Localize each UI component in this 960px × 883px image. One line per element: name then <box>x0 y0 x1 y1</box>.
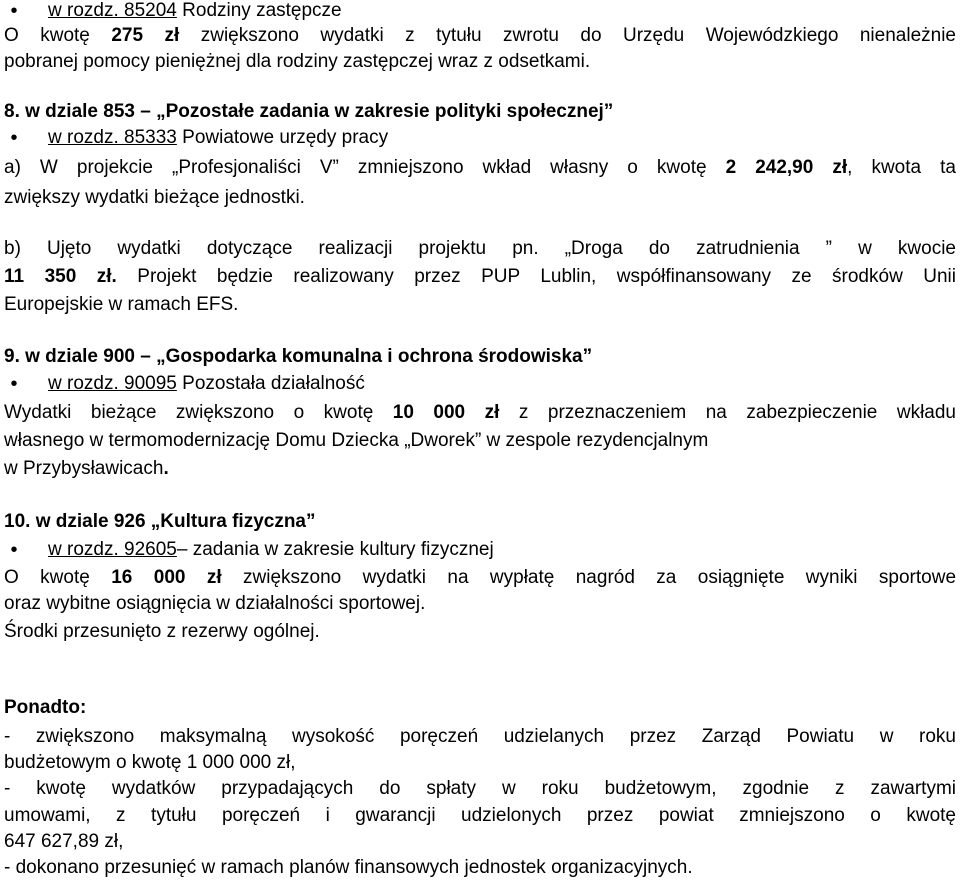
text: w Przybysławicach <box>4 458 164 479</box>
chapter-code: 90095 <box>124 373 177 394</box>
amount: 275 zł <box>111 25 180 46</box>
section-heading-926: 10. w dziale 926 „Kultura fizyczna” <box>4 511 316 532</box>
paragraph-line <box>4 567 956 589</box>
chapter-prefix: w rozdz. <box>48 127 125 148</box>
chapter-title: Rodziny zastępcze <box>176 0 342 21</box>
paragraph-line: - dokonano przesunięć w ramach planów finansowych jednostek organizacyjnych. <box>4 857 693 878</box>
bullet-icon: • <box>10 0 18 22</box>
amount: 2 242,90 zł <box>725 157 848 178</box>
text: . <box>163 458 169 479</box>
text: Wydatki bieżące zwiększono o kwotę <box>4 402 393 423</box>
text: z przeznaczeniem na zabezpieczenie wkładu <box>499 402 956 423</box>
paragraph-line: budżetowym o kwotę 1 000 000 zł, <box>4 752 296 773</box>
chapter-92605-line <box>48 539 494 561</box>
text: O kwotę <box>4 25 112 46</box>
chapter-prefix: w rozdz. <box>48 0 125 21</box>
amount: 10 000 zł <box>392 402 500 423</box>
paragraph-line: pobranej pomocy pieniężnej dla rodziny zastępczej wraz z odsetkami. <box>4 51 591 72</box>
paragraph-line: umowami, z tytułu poręczeń i gwarancji udzielonych przez powiat zmniejszono o kwotę <box>4 805 956 826</box>
paragraph-line: własnego w termomodernizację Domu Dziecka „Dworek” w zespole rezydencjalnym <box>4 430 709 451</box>
bullet-icon: • <box>10 127 18 149</box>
text: zwiększono wydatki na wypłatę nagród za osiągnięte wyniki sportowe <box>221 567 957 588</box>
paragraph-line: zwiększy wydatki bieżące jednostki. <box>4 187 305 208</box>
chapter-title: Pozostała działalność <box>176 373 365 394</box>
chapter-85204-line <box>48 0 342 22</box>
paragraph-line: Europejskie w ramach EFS. <box>4 294 239 315</box>
section-heading-900: 9. w dziale 900 – „Gospodarka komunalna i ochrona środowiska” <box>4 346 593 367</box>
paragraph-line: 647 627,89 zł, <box>4 831 124 852</box>
chapter-title: Powiatowe urzędy pracy <box>176 127 389 148</box>
text: O kwotę <box>4 567 112 588</box>
paragraph-line: oraz wybitne osiągnięcia w działalności sportowej. <box>4 593 426 614</box>
text: Projekt będzie realizowany przez PUP Lublin, współfinansowany ze środków Unii <box>116 266 956 287</box>
chapter-code: 85333 <box>124 127 177 148</box>
paragraph-line <box>4 266 956 288</box>
bullet-icon: • <box>10 373 18 395</box>
text: zwiększono wydatki z tytułu zwrotu do Urzędu Wojewódzkiego nienależnie <box>179 25 956 46</box>
amount: 16 000 zł <box>111 567 222 588</box>
paragraph-line: Środki przesunięto z rezerwy ogólnej. <box>4 621 320 642</box>
chapter-prefix: w rozdz. <box>48 539 125 560</box>
bullet-icon: • <box>10 539 18 561</box>
paragraph-line: - kwotę wydatków przypadających do spłaty w roku budżetowym, zgodnie z zawartymi <box>4 778 956 799</box>
paragraph-line: - zwiększono maksymalną wysokość poręczeń udzielanych przez Zarząd Powiatu w roku <box>4 726 956 747</box>
paragraph-line <box>4 25 956 47</box>
chapter-code: 92605 <box>124 539 177 560</box>
chapter-prefix: w rozdz. <box>48 373 125 394</box>
paragraph-line <box>4 458 169 480</box>
chapter-90095-line <box>48 373 365 395</box>
text: , kwota ta <box>847 157 956 178</box>
section-heading-853: 8. w dziale 853 – „Pozostałe zadania w zakresie polityki społecznej” <box>4 101 614 122</box>
paragraph-line <box>4 402 956 424</box>
paragraph-line <box>4 157 956 179</box>
chapter-title: – zadania w zakresie kultury fizycznej <box>176 539 494 560</box>
ponadto-heading: Ponadto: <box>4 697 87 718</box>
chapter-85333-line <box>48 127 388 149</box>
chapter-code: 85204 <box>124 0 177 21</box>
text: a) W projekcie „Profesjonaliści V” zmniejszono wkład własny o kwotę <box>4 157 726 178</box>
amount: 11 350 zł. <box>4 266 117 287</box>
paragraph-line: b) Ujęto wydatki dotyczące realizacji projektu pn. „Droga do zatrudnienia ” w kwocie <box>4 238 956 259</box>
